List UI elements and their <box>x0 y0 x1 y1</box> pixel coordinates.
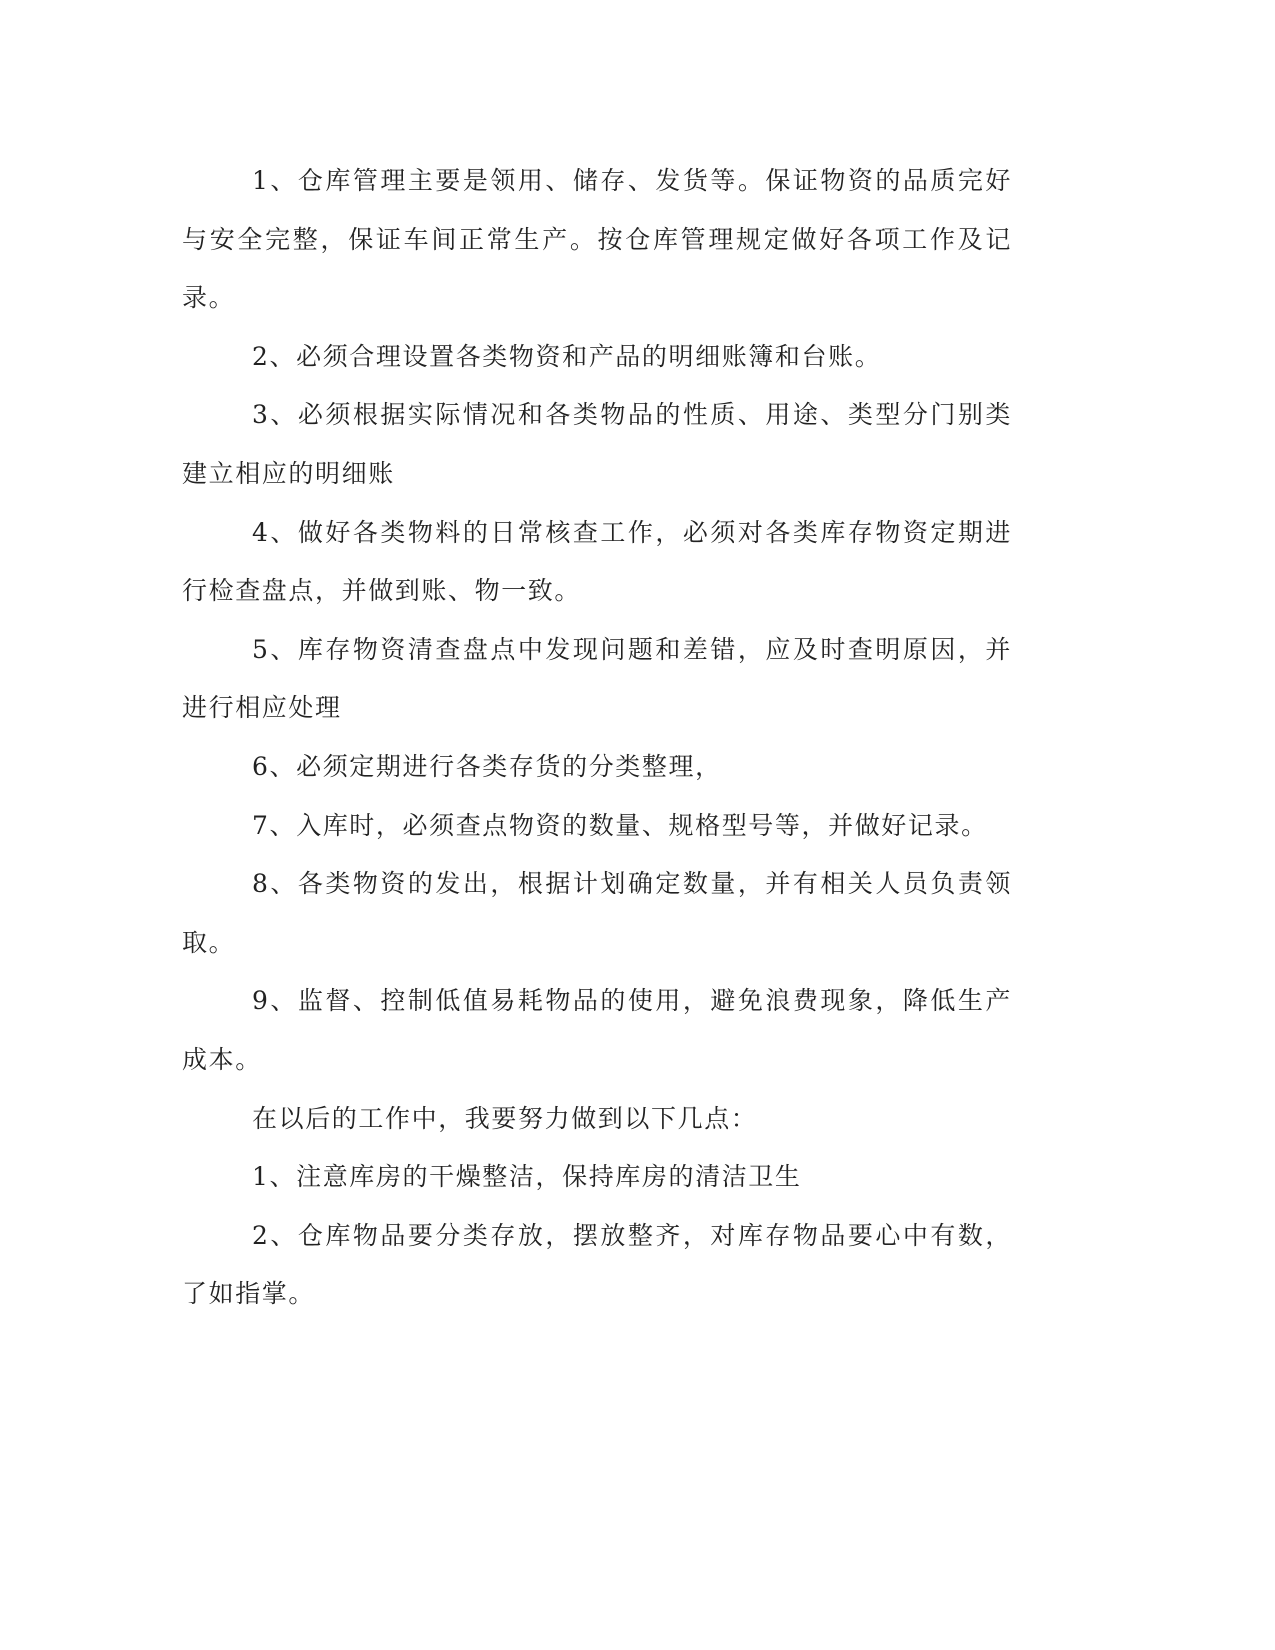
paragraph-duty-1: 1、仓库管理主要是领用、储存、发货等。保证物资的品质完好与安全完整，保证车间正常生产。按仓库管理规定做好各项工作及记录。 <box>182 166 1012 313</box>
paragraph-duty-7: 7、入库时，必须查点物资的数量、规格型号等，并做好记录。 <box>252 810 988 840</box>
paragraph-future-intro: 在以后的工作中，我要努力做到以下几点： <box>252 1103 758 1133</box>
paragraph-future-2: 2、仓库物品要分类存放，摆放整齐，对库存物品要心中有数，了如指掌。 <box>182 1220 1012 1309</box>
paragraph-duty-2: 2、必须合理设置各类物资和产品的明细账簿和台账。 <box>252 341 882 371</box>
paragraph-future-1: 1、注意库房的干燥整洁，保持库房的清洁卫生 <box>252 1162 802 1192</box>
document-page <box>182 152 1012 1324</box>
paragraph-duty-5: 5、库存物资清查盘点中发现问题和差错，应及时查明原因，并进行相应处理 <box>182 634 1012 723</box>
paragraph-duty-4: 4、做好各类物料的日常核查工作，必须对各类库存物资定期进行检查盘点，并做到账、物一致。 <box>182 517 1012 606</box>
paragraph-duty-8: 8、各类物资的发出，根据计划确定数量，并有相关人员负责领取。 <box>182 869 1012 957</box>
paragraph-duty-6: 6、必须定期进行各类存货的分类整理， <box>252 751 722 781</box>
paragraph-duty-9: 9、监督、控制低值易耗物品的使用，避免浪费现象，降低生产成本。 <box>182 986 1012 1074</box>
paragraph-duty-3: 3、必须根据实际情况和各类物品的性质、用途、类型分门别类建立相应的明细账 <box>182 400 1012 488</box>
